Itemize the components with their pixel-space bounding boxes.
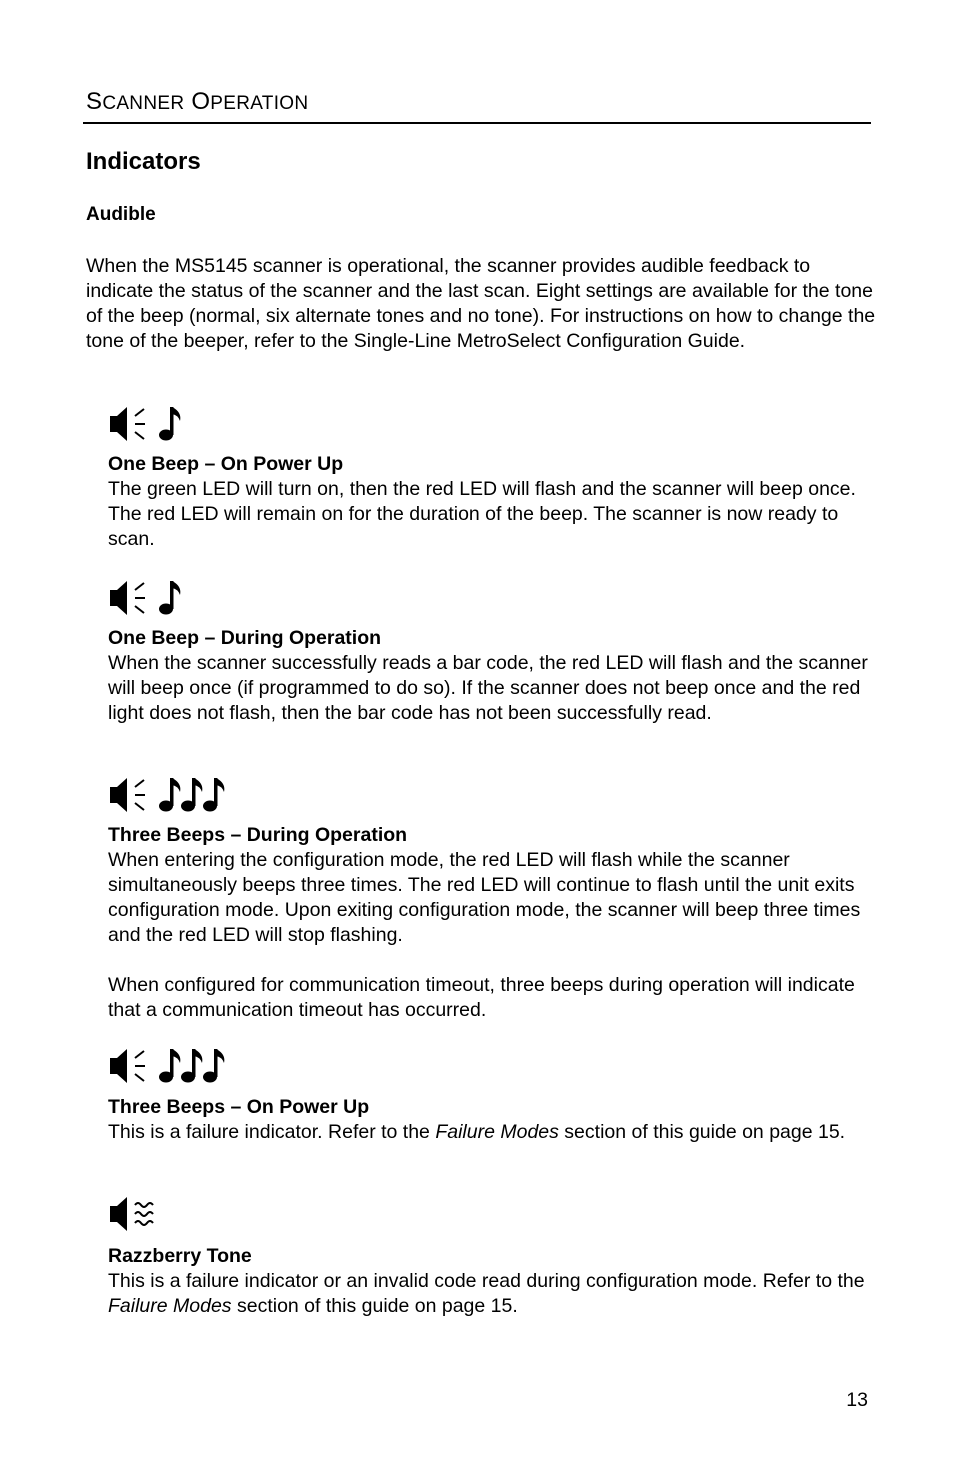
- page-title: Indicators: [86, 148, 201, 175]
- indicator-title: One Beep – During Operation: [108, 627, 382, 649]
- subsection-title: Audible: [86, 204, 156, 225]
- indicator-description: This is a failure indicator or an invalid code read during configuration mode. Refer to the Failure Modes section of this guide on page 15.: [108, 1270, 865, 1317]
- indicator-title: One Beep – On Power Up: [108, 453, 344, 475]
- speaker-one-note-icon: [108, 578, 188, 618]
- speaker-three-notes-icon: [108, 1046, 238, 1086]
- indicator-title: Three Beeps – On Power Up: [108, 1096, 370, 1118]
- header-rule: [83, 122, 871, 124]
- indicator-title: Razzberry Tone: [108, 1245, 252, 1267]
- indicator-description: The green LED will turn on, then the red LED will flash and the scanner will beep once. The red LED will remain on for the duration of the beep. The scanner is now ready to scan.: [108, 478, 856, 550]
- indicator-title: Three Beeps – During Operation: [108, 824, 408, 846]
- speaker-three-notes-icon: [108, 775, 238, 815]
- indicator-description: When the scanner successfully reads a bar code, the red LED will flash and the scanner will beep once (if programmed to do so). If the scanner does not beep once and the red light does not flash, then the bar code has not been successfully read.: [108, 652, 868, 724]
- speaker-one-note-icon: [108, 404, 188, 444]
- section-header: SCANNER OPERATION: [86, 88, 309, 115]
- intro-paragraph: When the MS5145 scanner is operational, the scanner provides audible feedback to indicate the status of the scanner and the last scan. Eight settings are available for the tone of the beep (normal, six alternate tones and no tone). For instructions on how to change the tone of the beeper, refer to the Single-Line MetroSelect Configuration Guide.: [86, 255, 876, 352]
- indicator-description: When entering the configuration mode, the red LED will flash while the scanner simultaneously beeps three times. The red LED will continue to flash until the unit exits configuration mode. Upon exiting configuration mode, the scanner will beep three times and the red LED will stop flashing.: [108, 849, 861, 946]
- indicator-description: This is a failure indicator. Refer to the Failure Modes section of this guide on page 15.: [108, 1121, 846, 1143]
- indicator-note: When configured for communication timeout, three beeps during operation will indicate that a communication timeout has occurred.: [108, 974, 855, 1021]
- page-number: 13: [846, 1389, 868, 1411]
- speaker-razzberry-icon: [108, 1194, 168, 1234]
